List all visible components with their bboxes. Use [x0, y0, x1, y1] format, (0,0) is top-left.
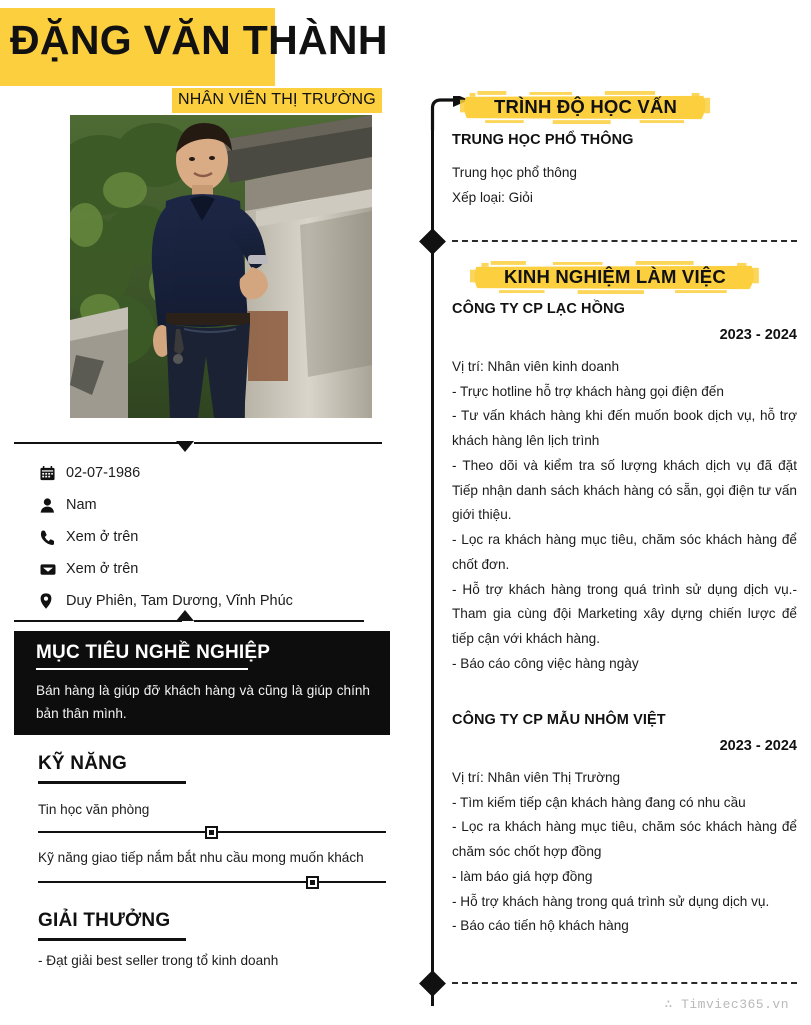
skills-section — [38, 753, 386, 896]
job-bullet: - Theo dõi và kiểm tra số lượng khách dịch vụ đã đặt Tiếp nhận danh sách khách hàng có sẵn, gọi điện tư vấn giới thiệu. — [452, 457, 797, 523]
divider-bottom-right — [194, 620, 364, 622]
employment-period: 2023 - 2024 — [719, 327, 797, 343]
company-name: CÔNG TY CP LẠC HỒNG — [452, 301, 625, 317]
job-bullet: - Tư vấn khách hàng khi đến muốn book dịch vụ, hỗ trợ khách hàng lên lịch trình — [452, 408, 797, 449]
skill-item — [38, 798, 386, 839]
section-title-awards: GIẢI THƯỞNG — [38, 910, 171, 931]
experience-item — [452, 712, 797, 939]
job-bullet: - Báo cáo tiến hộ khách hàng — [452, 918, 629, 934]
list-item — [40, 585, 380, 617]
skill-level-slider[interactable] — [38, 825, 386, 839]
contact-value: Duy Phiên, Tam Dương, Vĩnh Phúc — [66, 593, 293, 609]
award-item: - Đạt giải best seller trong tổ kinh doanh — [38, 953, 279, 968]
awards-section — [38, 910, 386, 968]
divider-top — [14, 442, 182, 444]
education-school: TRUNG HỌC PHỔ THÔNG — [452, 132, 634, 148]
section-title-skills: KỸ NĂNG — [38, 753, 128, 774]
job-bullet: - Trực hotline hỗ trợ khách hàng gọi điện đến — [452, 383, 724, 399]
job-bullet: - Lọc ra khách hàng mục tiêu, chăm sóc khách hàng để chốt đơn. — [452, 532, 797, 572]
job-bullet: - Hỗ trợ khách hàng trong quá trình sử dụng dịch vụ.- Tham gia cùng đội Marketing xây dựng chiến lược để tiếp cận với khách hàng. — [452, 581, 797, 647]
job-title-badge: NHÂN VIÊN THỊ TRƯỜNG — [172, 88, 382, 113]
slider-knob[interactable] — [306, 876, 319, 889]
contact-value: 02-07-1986 — [66, 465, 141, 481]
slider-track — [38, 881, 386, 883]
skill-item — [38, 846, 386, 889]
divider-top-right — [194, 442, 382, 444]
job-bullet: - Tìm kiếm tiếp cận khách hàng đang có nhu cầu — [452, 794, 746, 810]
avatar — [70, 115, 372, 418]
divider-bottom — [14, 620, 182, 622]
slider-knob[interactable] — [205, 826, 218, 839]
job-bullet: - làm báo giá hợp đồng — [452, 868, 593, 884]
education-line: Trung học phổ thông — [452, 165, 577, 180]
company-name: CÔNG TY CP MẪU NHÔM VIỆT — [452, 712, 666, 728]
calendar-icon — [40, 466, 66, 481]
triangle-down-icon — [176, 441, 194, 452]
section-title-experience: KINH NGHIỆM LÀM VIỆC — [504, 266, 726, 287]
location-pin-icon — [40, 593, 66, 609]
job-bullet: - Lọc ra khách hàng mục tiêu, chăm sóc khách hàng để chăm sóc chốt hợp đồng — [452, 819, 797, 860]
contact-value: Nam — [66, 497, 97, 513]
objective-text: Bán hàng là giúp đỡ khách hàng và cũng là giúp chính bản thân mình. — [36, 683, 370, 722]
person-icon — [40, 498, 66, 513]
timeline-node — [419, 228, 446, 255]
envelope-icon — [40, 563, 66, 576]
triangle-up-icon — [176, 610, 194, 621]
page-title: ĐẶNG VĂN THÀNH — [10, 17, 388, 63]
title-underline — [36, 668, 248, 670]
job-position: Vị trí: Nhân viên kinh doanh — [452, 359, 620, 374]
list-item — [40, 489, 380, 521]
title-underline — [38, 781, 186, 784]
job-bullet: - Báo cáo công việc hàng ngày — [452, 655, 639, 671]
timeline-node — [419, 970, 446, 997]
experience-item — [452, 301, 797, 677]
title-underline — [38, 938, 186, 941]
contact-value: Xem ở trên — [66, 529, 139, 545]
contact-value: Xem ở trên — [66, 561, 139, 577]
section-title-education: TRÌNH ĐỘ HỌC VẤN — [494, 96, 678, 117]
skill-level-slider[interactable] — [38, 875, 386, 889]
education-banner — [474, 91, 697, 124]
contact-list — [40, 457, 380, 617]
job-bullet: - Hỗ trợ khách hàng trong quá trình sử dụng dịch vụ. — [452, 893, 770, 909]
employment-period: 2023 - 2024 — [719, 738, 797, 754]
phone-icon — [40, 530, 66, 545]
skill-label: Kỹ năng giao tiếp nắm bắt nhu cầu mong muốn khách — [38, 849, 364, 865]
skill-label: Tin học văn phòng — [38, 802, 150, 817]
job-position: Vị trí: Nhân viên Thị Trường — [452, 770, 621, 785]
career-objective-section — [14, 631, 390, 735]
list-item — [40, 457, 380, 489]
watermark: ∴ Timviec365.vn — [664, 997, 789, 1012]
list-item — [40, 553, 380, 585]
section-title-objective: MỤC TIÊU NGHỀ NGHIỆP — [36, 642, 271, 663]
list-item — [40, 521, 380, 553]
education-line: Xếp loại: Giỏi — [452, 189, 533, 205]
experience-banner — [484, 261, 746, 294]
section-divider — [452, 982, 797, 984]
section-divider — [452, 240, 797, 242]
